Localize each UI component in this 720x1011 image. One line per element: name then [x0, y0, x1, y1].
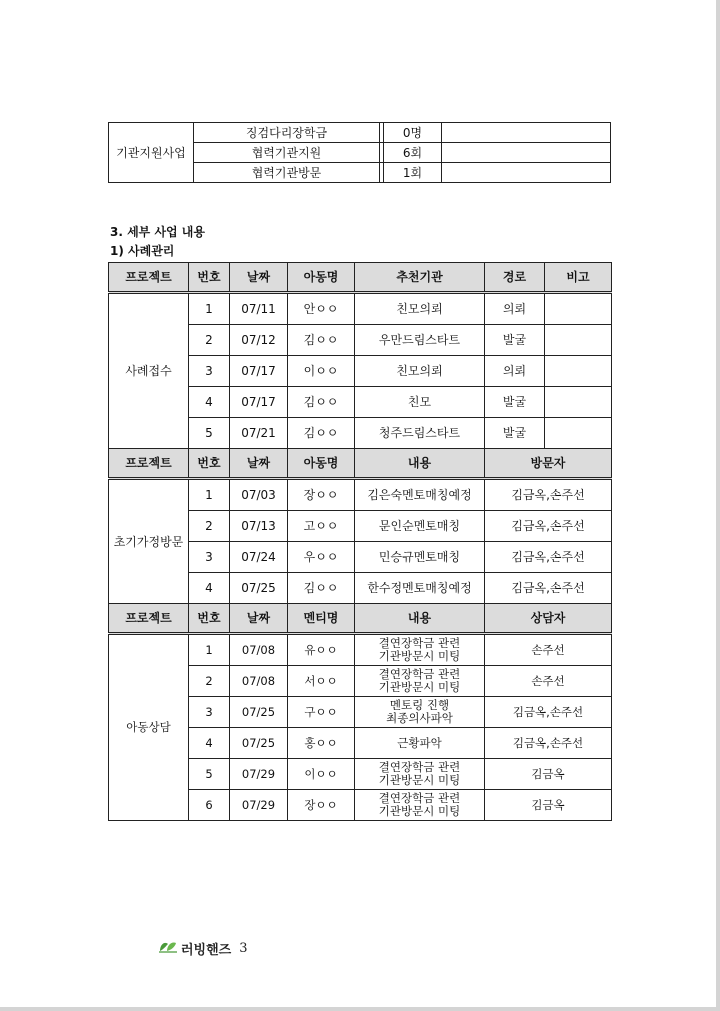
header-cell: 경로 [485, 263, 545, 293]
group-cell: 사례접수 [109, 293, 189, 449]
header-cell: 날짜 [230, 449, 288, 479]
value-cell: 6회 [384, 143, 442, 163]
table-header-row [109, 604, 612, 634]
header-cell: 아동명 [288, 263, 355, 293]
item-cell: 징검다리장학금 [194, 123, 380, 143]
header-cell: 날짜 [230, 263, 288, 293]
group-cell: 아동상담 [109, 634, 189, 821]
table-row: 6 07/29 장ㅇㅇ 결연장학금 관련 기관방문시 미팅 김금옥 [109, 790, 612, 821]
table-header-row [109, 449, 612, 479]
table-row [109, 123, 611, 143]
table-row: 2 07/13 고ㅇㅇ 문인순멘토매칭 김금옥,손주선 [109, 511, 612, 542]
header-cell: 번호 [189, 263, 230, 293]
table-header-row [109, 263, 612, 293]
table-row: 4 07/25 홍ㅇㅇ 근황파악 김금옥,손주선 [109, 728, 612, 759]
table-row: 2 07/12 김ㅇㅇ 우만드림스타트 발굴 [109, 325, 612, 356]
table-row: 아동상담 1 07/08 유ㅇㅇ 결연장학금 관련 기관방문시 미팅 손주선 [109, 634, 612, 666]
page-number: 3 [239, 940, 248, 956]
header-cell: 비고 [545, 263, 612, 293]
item-cell: 협력기관지원 [194, 143, 380, 163]
header-cell: 내용 [355, 449, 485, 479]
leaf-logo-icon [158, 938, 178, 958]
group-label: 기관지원사업 [109, 123, 194, 183]
table-row: 4 07/17 김ㅇㅇ 친모 발굴 [109, 387, 612, 418]
value-cell: 1회 [384, 163, 442, 183]
section-heading: 3. 세부 사업 내용 [110, 225, 205, 239]
table-row: 3 07/25 구ㅇㅇ 멘토링 진행 최종의사파악 김금옥,손주선 [109, 697, 612, 728]
table-row: 초기가정방문 1 07/03 장ㅇㅇ 김은숙멘토매칭예정 김금옥,손주선 [109, 479, 612, 511]
value-cell: 0명 [384, 123, 442, 143]
table-row: 5 07/21 김ㅇㅇ 청주드림스타트 발굴 [109, 418, 612, 449]
institution-support-table [108, 122, 611, 183]
header-cell: 프로젝트 [109, 604, 189, 634]
header-cell: 날짜 [230, 604, 288, 634]
header-cell: 상담자 [485, 604, 612, 634]
header-cell: 아동명 [288, 449, 355, 479]
header-cell: 번호 [189, 604, 230, 634]
header-cell: 프로젝트 [109, 449, 189, 479]
table-row: 3 07/17 이ㅇㅇ 친모의뢰 의뢰 [109, 356, 612, 387]
table-row: 3 07/24 우ㅇㅇ 민승규멘토매칭 김금옥,손주선 [109, 542, 612, 573]
table-row: 사례접수 1 07/11 안ㅇㅇ 친모의뢰 의뢰 [109, 293, 612, 325]
brand-name: 러빙핸즈 [181, 942, 232, 958]
table-row: 2 07/08 서ㅇㅇ 결연장학금 관련 기관방문시 미팅 손주선 [109, 666, 612, 697]
page-footer [158, 938, 248, 958]
header-cell: 내용 [355, 604, 485, 634]
header-cell: 프로젝트 [109, 263, 189, 293]
item-cell: 협력기관방문 [194, 163, 380, 183]
header-cell: 방문자 [485, 449, 612, 479]
table-row: 5 07/29 이ㅇㅇ 결연장학금 관련 기관방문시 미팅 김금옥 [109, 759, 612, 790]
subsection-heading: 1) 사례관리 [110, 244, 175, 258]
header-cell: 추천기관 [355, 263, 485, 293]
table-row: 4 07/25 김ㅇㅇ 한수정멘토매칭예정 김금옥,손주선 [109, 573, 612, 604]
group-cell: 초기가정방문 [109, 479, 189, 604]
case-management-table [108, 262, 612, 821]
header-cell: 번호 [189, 449, 230, 479]
header-cell: 멘티명 [288, 604, 355, 634]
